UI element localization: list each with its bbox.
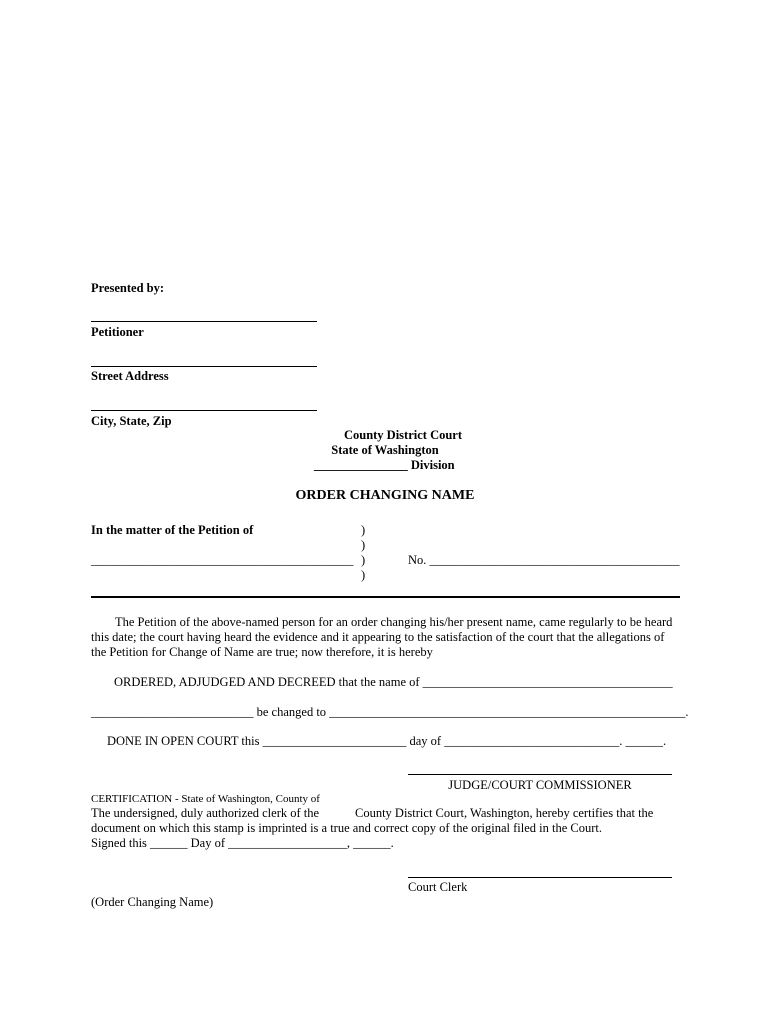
court-name: County District Court — [343, 428, 463, 442]
certification-line-1b: County District Court, Washington, hereby certifies that the — [355, 806, 654, 820]
petitioner-name-blank[interactable]: __________________________________________ — [91, 553, 354, 567]
city-state-zip-label: City, State, Zip — [91, 414, 172, 428]
changed-to-line[interactable]: __________________________ be changed to _________________________________________________________. — [91, 705, 689, 719]
case-number-field[interactable]: No. ________________________________________ — [408, 553, 680, 567]
street-address-label: Street Address — [91, 369, 169, 383]
court-state: State of Washington — [331, 443, 439, 457]
caption-paren: ) — [361, 523, 366, 537]
document-title: ORDER CHANGING NAME — [295, 488, 475, 503]
clerk-signature-line[interactable] — [408, 877, 672, 878]
certification-line-2: document on which this stamp is imprinted is a true and correct copy of the original filed in the Court. — [91, 821, 602, 835]
ordered-line[interactable]: ORDERED, ADJUDGED AND DECREED that the name of ________________________________________ — [114, 675, 673, 689]
matter-label: In the matter of the Petition of — [91, 523, 254, 537]
city-state-zip-line[interactable] — [91, 410, 317, 411]
caption-paren: ) — [361, 553, 366, 567]
caption-paren: ) — [361, 568, 366, 582]
judge-label: JUDGE/COURT COMMISSIONER — [448, 778, 632, 792]
certification-signed-line[interactable]: Signed this ______ Day of ___________________, ______. — [91, 836, 394, 850]
presented-by-label: Presented by: — [91, 281, 165, 295]
footer-label: (Order Changing Name) — [91, 895, 214, 909]
judge-signature-line[interactable] — [408, 774, 672, 775]
certification-heading: CERTIFICATION - State of Washington, County of — [91, 793, 320, 805]
petitioner-label: Petitioner — [91, 325, 144, 339]
caption-paren: ) — [361, 538, 366, 552]
petitioner-line[interactable] — [91, 321, 317, 322]
clerk-label: Court Clerk — [408, 880, 468, 894]
caption-divider — [91, 596, 680, 598]
body-paragraph: The Petition of the above-named person for an order changing his/her present name, came regularly to be heard this date; the court having heard the evidence and it appearing to the satisfaction of the court that the allegations of the Petition for Change of Name are true; now therefore, it is hereby — [91, 615, 673, 659]
court-division: _______________ Division — [314, 458, 455, 472]
done-in-open-court-line[interactable]: DONE IN OPEN COURT this _______________________ day of ____________________________. ______. — [107, 734, 667, 748]
street-address-line[interactable] — [91, 366, 317, 367]
certification-line-1a: The undersigned, duly authorized clerk of the — [91, 806, 320, 820]
